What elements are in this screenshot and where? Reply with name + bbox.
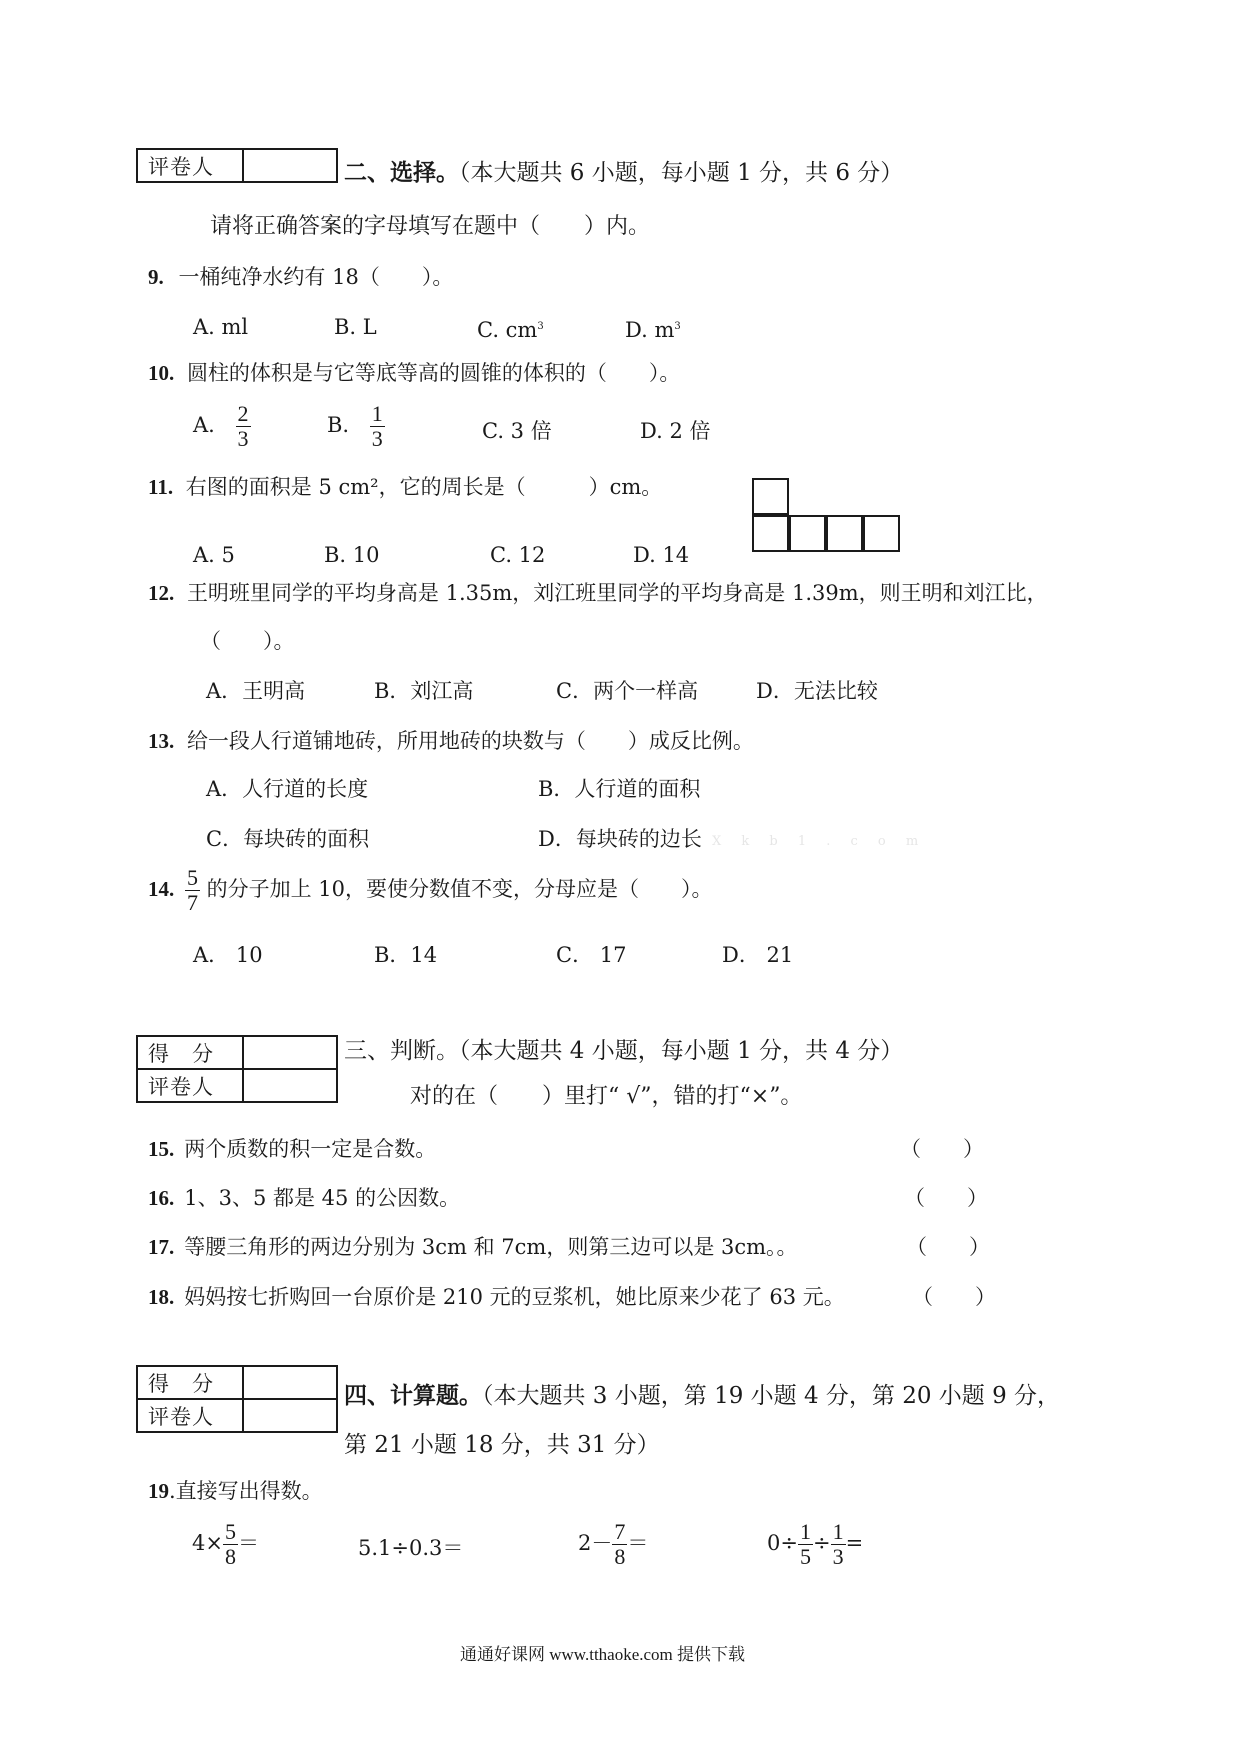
section4-title: 四、计算题。（本大题共 3 小题，第 19 小题 4 分，第 20 小题 9 分， [344,1382,1061,1409]
grid-square [752,515,789,552]
calc-item-3: 2－ $\frac{7}{8}$ ＝ [578,1519,649,1569]
q9-option-b: B. L [334,315,377,339]
q11-option-c: C. 12 [490,543,546,567]
q13-option-d: D．每块砖的边长 [538,827,702,851]
score-label-score: 得 分 [137,1036,243,1069]
fraction: $\frac{2}{3}$ [237,401,249,451]
calc-item-4: 0÷ $\frac{1}{5}$ ÷ $\frac{1}{3}$ = [767,1519,864,1569]
q11-option-a: A. 5 [193,543,235,567]
section4-title-line2: 第 21 小题 18 分，共 31 分） [344,1432,660,1458]
q10-option-b: B. $\frac{1}{3}$ [327,401,383,451]
score-label-score: 得 分 [137,1366,243,1399]
question-11: 11. 右图的面积是 5 cm²，它的周长是（ ）cm。 [148,475,663,499]
score-table-section2 [136,148,338,183]
question-13: 13. 给一段人行道铺地砖，所用地砖的块数与（ ）成反比例。 [148,729,754,753]
judge-answer-16[interactable]: （ ） [904,1186,988,1210]
score-value-grader[interactable] [243,1069,337,1102]
q13-option-b: B．人行道的面积 [538,777,701,801]
score-label-grader: 评卷人 [137,1069,243,1102]
section2-instruction: 请将正确答案的字母填写在题中（ ）内。 [210,214,651,239]
footer-credit: 通通好课网 www.tthaoke.com 提供下载 [460,1645,746,1664]
grid-square [789,515,826,552]
question-10: 10. 圆柱的体积是与它等底等高的圆锥的体积的（ ）。 [148,361,681,385]
fraction: $\frac{5}{8}$ [224,1519,236,1569]
score-value-grader[interactable] [243,149,337,182]
score-value-score[interactable] [243,1036,337,1069]
q14-option-b: B．14 [374,943,438,967]
q14-option-d: D． 21 [722,943,794,967]
q12-option-c: C．两个一样高 [556,679,699,703]
q11-option-b: B. 10 [324,543,380,567]
score-table-section3 [136,1035,338,1103]
score-label-grader: 评卷人 [137,149,243,182]
score-value-score[interactable] [243,1366,337,1399]
section2-title: 二、选择。（本大题共 6 小题，每小题 1 分，共 6 分） [344,159,904,186]
calc-item-2: 5.1÷0.3＝ [358,1536,464,1560]
fraction: $\frac{5}{7}$ [186,865,198,915]
section3-title: 三、判断。（本大题共 4 小题，每小题 1 分，共 4 分） [344,1038,904,1064]
calc-item-1: 4× $\frac{5}{8}$ ＝ [192,1519,259,1569]
question-9: 9. 一桶纯净水约有 18（ ）。 [148,265,454,289]
grid-square [826,515,863,552]
q9-option-a: A. ml [193,315,249,339]
q10-option-c: C. 3 倍 [482,419,552,443]
fraction: $\frac{1}{3}$ [832,1519,844,1569]
judge-answer-15[interactable]: （ ） [900,1137,984,1161]
grid-square [863,515,900,552]
score-value-grader[interactable] [243,1399,337,1432]
fraction: $\frac{1}{3}$ [371,401,383,451]
question-15: 15. 两个质数的积一定是合数。 [148,1137,437,1161]
score-table-section4 [136,1365,338,1433]
score-label-grader: 评卷人 [137,1399,243,1432]
judge-answer-17[interactable]: （ ） [906,1235,990,1259]
section3-instruction: 对的在（ ）里打“ √”，错的打“×”。 [410,1084,803,1109]
q14-option-c: C． 17 [556,943,627,967]
grid-square [752,478,789,515]
question-12: 12. 王明班里同学的平均身高是 1.35m，刘江班里同学的平均身高是 1.39m，则王明和刘江比， [148,581,1048,605]
q9-option-c: C. $cm^3$ [477,318,544,342]
q14-option-a: A． 10 [193,943,263,967]
q12-option-a: A．王明高 [206,679,306,703]
q9-option-d: D. $m^3$ [625,318,681,342]
q10-option-a: A. $\frac{2}{3}$ [193,401,249,451]
judge-answer-18[interactable]: （ ） [912,1285,996,1309]
question-14: 14. $\frac{5}{7}$ 的分子加上 10，要使分数值不变，分母应是（ ）。 [148,865,713,915]
fraction: $\frac{1}{5}$ [799,1519,811,1569]
q12-answer-blank[interactable]: （ ）。 [200,629,295,653]
question-19: 19.直接写出得数。 [148,1479,323,1503]
q13-option-a: A．人行道的长度 [206,777,369,801]
q10-option-d: D. 2 倍 [640,419,711,443]
fraction: $\frac{7}{8}$ [614,1519,626,1569]
question-16: 16. 1、3、5 都是 45 的公因数。 [148,1186,461,1210]
watermark: X k b 1 . c o m [712,834,927,849]
q13-option-c: C．每块砖的面积 [206,827,370,851]
q11-option-d: D. 14 [633,543,690,567]
question-17: 17. 等腰三角形的两边分别为 3cm 和 7cm，则第三边可以是 3cm。。 [148,1235,798,1259]
q12-option-d: D．无法比较 [756,679,878,703]
question-18: 18. 妈妈按七折购回一台原价是 210 元的豆浆机，她比原来少花了 63 元。 [148,1285,845,1309]
q12-option-b: B．刘江高 [374,679,474,703]
